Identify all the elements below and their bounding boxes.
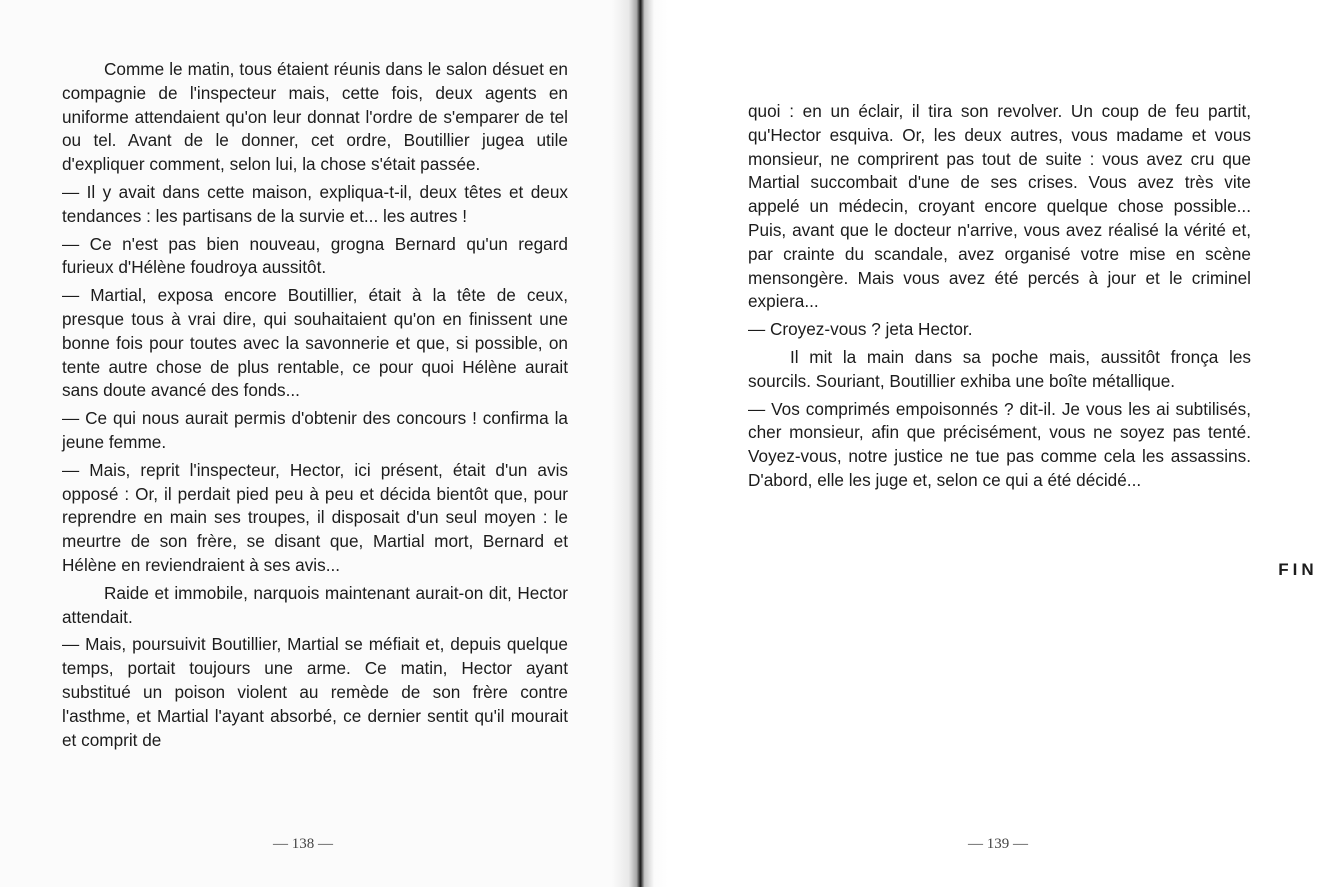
paragraph: — Vos comprimés empoisonnés ? dit-il. Je vous les ai subtilisés, cher monsieur, afin que précisément, vous ne soyez pas tenté. Voyez-vous, notre justice ne tue pas comme cela les assassins. D'abord, elle les juge et, selon ce qui a été décidé... (748, 398, 1251, 490)
paragraph: Comme le matin, tous étaient réunis dans le salon désuet en compagnie de l'inspecteur mais, cette fois, deux agents en uniforme attendaient qu'on leur donnat l'ordre de s'emparer de tel ou tel. Avant de le donner, cet ordre, Boutillier jugea utile d'expliquer comment, selon lui, la chose s'était passée. (62, 59, 568, 175)
left-page-text (62, 58, 568, 756)
left-page (0, 0, 640, 887)
book-gutter-shadow (612, 0, 668, 887)
paragraph: quoi : en un éclair, il tira son revolver. Un coup de feu partit, qu'Hector esquiva. Or, les deux autres, vous madame et vous monsieur, ne comprirent pas tout de suite : vous avez cru que Martial succombait d'une de ses crises. Vous avez très vite appelé un médecin, croyant encore quelque chose possible... Puis, avant que le docteur n'arrive, vous avez réalisé la vérité et, par crainte du scandale, avez organisé votre mise en scène mensongère. Mais vous avez été percés à jour et le criminel expiera... (748, 101, 1251, 312)
paragraph: Il mit la main dans sa poche mais, aussitôt fronça les sourcils. Souriant, Boutillier exhiba une boîte métallique. (748, 346, 1251, 391)
paragraph: — Il y avait dans cette maison, expliqua-t-il, deux têtes et deux tendances : les partisans de la survie et... les autres ! (62, 181, 568, 226)
paragraph: — Ce qui nous aurait permis d'obtenir des concours ! confirma la jeune femme. (62, 408, 568, 452)
page-number: — 138 — (273, 836, 333, 852)
right-page-text (748, 100, 1251, 497)
paragraph: — Ce n'est pas bien nouveau, grogna Bernard qu'un regard furieux d'Hélène foudroya aussitôt. (62, 233, 568, 278)
end-mark: FIN (1278, 560, 1318, 579)
right-page (640, 0, 1318, 887)
paragraph: — Croyez-vous ? jeta Hector. (748, 319, 973, 340)
paragraph: Raide et immobile, narquois maintenant aurait-on dit, Hector attendait. (62, 582, 568, 627)
paragraph: — Mais, poursuivit Boutillier, Martial se méfiait et, depuis quelque temps, portait toujours une arme. Ce matin, Hector ayant substitué un poison violent au remède de son frère contre l'asthme, et Martial l'ayant absorbé, ce dernier sentit qu'il mourait et comprit de (62, 634, 568, 750)
page-number: — 139 — (968, 836, 1028, 852)
paragraph: — Martial, exposa encore Boutillier, était à la tête de ceux, presque tous à vrai dire, qui souhaitaient qu'on en finissent une bonne fois pour toutes avec la savonnerie et que, si possible, on tente autre chose de plus rentable, ce pour quoi Hélène aurait sans doute avancé des fonds... (62, 285, 568, 401)
paragraph: — Mais, reprit l'inspecteur, Hector, ici présent, était d'un avis opposé : Or, il perdait pied peu à peu et décida bientôt que, pour reprendre en main ses troupes, il disposait d'un seul moyen : le meurtre de son frère, se disant que, Martial mort, Bernard et Hélène en reviendraient à ses avis... (62, 459, 568, 575)
